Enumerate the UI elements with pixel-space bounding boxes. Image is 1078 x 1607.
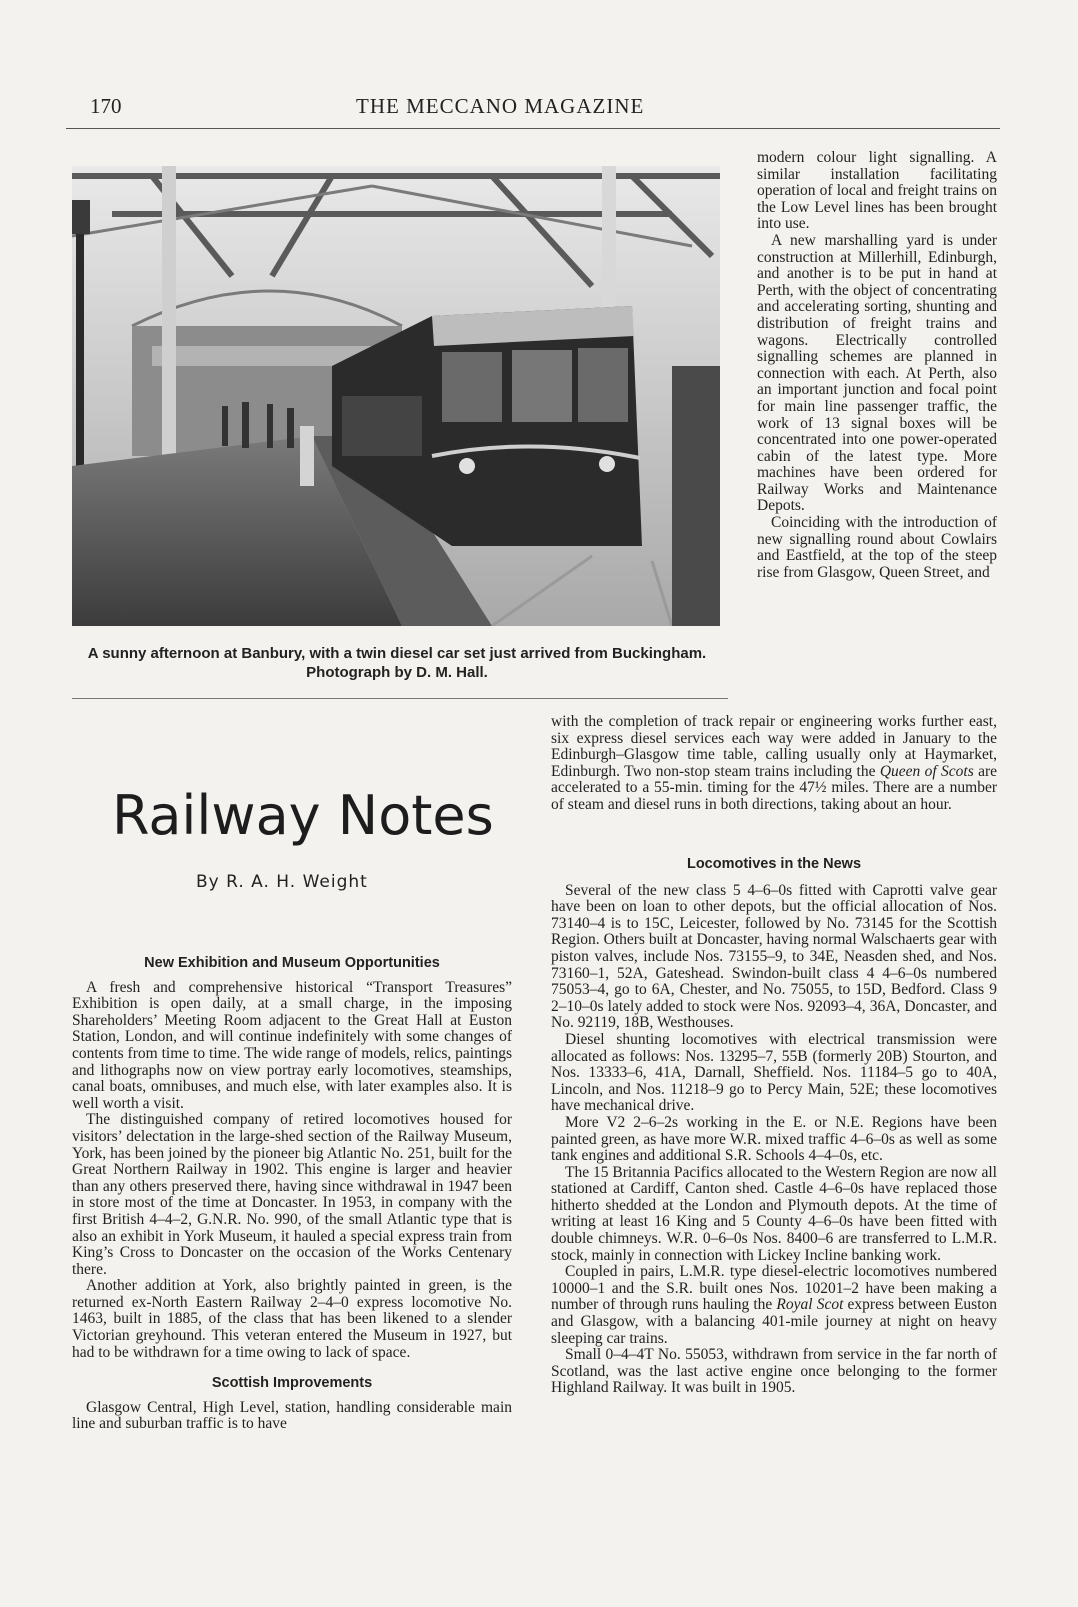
paragraph: A new marshalling yard is under construction at Millerhill, Edinburgh, and another is to be put in hand at Perth, with the object of concentrating and accelerating sorting, shunting and distribution of freight trains and wagons. Electrically controlled signalling schemes are planned in connection with each. At Perth, also an important junction and focal point for main line passenger traffic, the work of 13 signal boxes will be concentrated into one power-operated cabin of the latest type. More machines have been ordered for Railway Works and Maintenance Depots. xyxy=(757,231,997,515)
section-heading: Locomotives in the News xyxy=(686,856,862,872)
paragraph: The 15 Britannia Pacifics allocated to the Western Region are now all stationed at Cardiff, Canton shed. Castle 4–6–0s have replaced those hitherto shedded at the London and Plymouth depots. At the time of writing at least 16 King and 5 County 4–6–0s have been fitted with double chimneys. W.R. 0–6–0s Nos. 8400–6 are transferred to L.M.R. stock, mainly in connection with Lickey Incline banking work. xyxy=(551,1163,997,1264)
section-heading: New Exhibition and Museum Opportunities xyxy=(144,955,440,971)
paragraph xyxy=(551,714,997,814)
diesel-train-photo-illustration xyxy=(72,166,720,626)
article-title: Railway Notes xyxy=(112,784,494,847)
caption-divider xyxy=(72,698,728,699)
photo-caption: A sunny afternoon at Banbury, with a twin diesel car set just arrived from Buckingham. Photograph by D. M. Hall. xyxy=(87,645,707,681)
paragraph: The distinguished company of retired locomotives housed for visitors’ delectation in the large-shed section of the Railway Museum, York, has been joined by the pioneer big Atlantic No. 251, built for the Great Northern Railway in 1902. This engine is larger and heavier than any others preserved there, having since withdrawal in 1947 been in store most of the time at Doncaster. In 1953, in company with the first British 4–4–2, G.N.R. No. 990, of the small Atlantic type that is also an exhibit in York Museum, it hauled a special express train from King’s Cross to Doncaster on the occasion of the Works Centenary there. xyxy=(72,1111,512,1278)
paragraph: Diesel shunting locomotives with electrical transmission were allocated as follows: Nos. 13295–7, 55B (formerly 20B) Stourton, and Nos. 13333–6, 41A, Darnall, Sheffield. Nos. 11184–5 go to 40A, Lincoln, and Nos. 11218–9 go to Percy Main, 52E; these locomotives have mechanical drive. xyxy=(551,1030,997,1115)
paragraph: A fresh and comprehensive historical “Transport Treasures” Exhibition is open daily, at a small charge, in the imposing Shareholders’ Meeting Room adjacent to the Great Hall at Euston Station, London, and will continue indefinitely with some changes of contents from time to time. The wide range of models, relics, paintings and lithographs now on view portray early locomotives, steamships, canal boats, omnibuses, and much else, with later examples also. It is well worth a visit. xyxy=(72,978,512,1112)
text-span: are accelerated to a 55-min. timing for the 47½ miles. There are a number of steam and diesel runs in both directions, taking about an hour. xyxy=(551,762,997,813)
page-header xyxy=(66,92,1000,129)
wide-paragraph-block xyxy=(551,714,997,814)
right-column-bottom xyxy=(551,856,997,1397)
paragraph: Glasgow Central, High Level, station, handling considerable main line and suburban traffic is to have xyxy=(72,1398,512,1433)
text-span: with the completion of track repair or engineering works further east, six express diesel services each way were added in January to the Edinburgh–Glasgow time table, calling usually only at Haymarket, Edinburgh. Two non-stop steam trains including the xyxy=(551,713,997,780)
text-span: express between Euston and Glasgow, with a balancing 401-mile journey at night on heavy sleeping car trains. xyxy=(551,1296,997,1347)
railway-photograph xyxy=(72,166,720,626)
paragraph: Coinciding with the introduction of new signalling round about Cowlairs and Eastfield, at the top of the steep rise from Glasgow, Queen Street, and xyxy=(757,514,997,581)
magazine-title: THE MECCANO MAGAZINE xyxy=(356,94,645,118)
article-byline: By R. A. H. Weight xyxy=(196,872,368,892)
paragraph: More V2 2–6–2s working in the E. or N.E. Regions have been painted green, as have more W.R. mixed traffic 4–6–0s as well as some tank engines and additional S.R. Schools 4–4–0s, etc. xyxy=(551,1113,997,1165)
left-column xyxy=(72,955,512,1433)
section-heading: Scottish Improvements xyxy=(211,1375,373,1392)
train-name-italic: Royal Scot xyxy=(776,1296,844,1314)
right-column-top xyxy=(757,150,997,581)
paragraph: modern colour light signalling. A similar installation facilitating operation of local and freight trains on the Low Level lines has been brought into use. xyxy=(757,149,997,233)
paragraph: Several of the new class 5 4–6–0s fitted with Caprotti valve gear have been on loan to other depots, but the official allocation of Nos. 73140–4 is to 15C, Leicester, followed by No. 73145 for the Scottish Region. Others built at Doncaster, having normal Walschaerts gear with piston valves, include Nos. 73155–9, to 34E, Neasden shed, and Nos. 73160–1, 52A, Gateshead. Swindon-built class 4 4–6–0s numbered 75053–4, go to 6A, Chester, and No. 75055, to 15D, Bedford. Class 9 2–10–0s lately added to stock were Nos. 92093–4, 36A, Doncaster, and No. 92119, 18B, Westhouses. xyxy=(551,881,997,1032)
page-number: 170 xyxy=(90,94,122,118)
paragraph: Small 0–4–4T No. 55053, withdrawn from service in the far north of Scotland, was the last active engine once belonging to the former Highland Railway. It was built in 1905. xyxy=(551,1346,997,1397)
paragraph: Another addition at York, also brightly painted in green, is the returned ex-North Eastern Railway 2–4–0 express locomotive No. 1463, built in 1885, of the class that has been likened to a slender Victorian greyhound. This veteran entered the Museum in 1927, but had to be withdrawn for a time owing to lack of space. xyxy=(72,1277,512,1361)
paragraph xyxy=(551,1264,997,1347)
text-span: Coupled in pairs, L.M.R. type diesel-electric locomotives numbered 10000–1 and the S.R. built ones Nos. 10201–2 have been making a number of through runs hauling the xyxy=(551,1263,997,1314)
train-name-italic: Queen of Scots xyxy=(879,762,974,780)
